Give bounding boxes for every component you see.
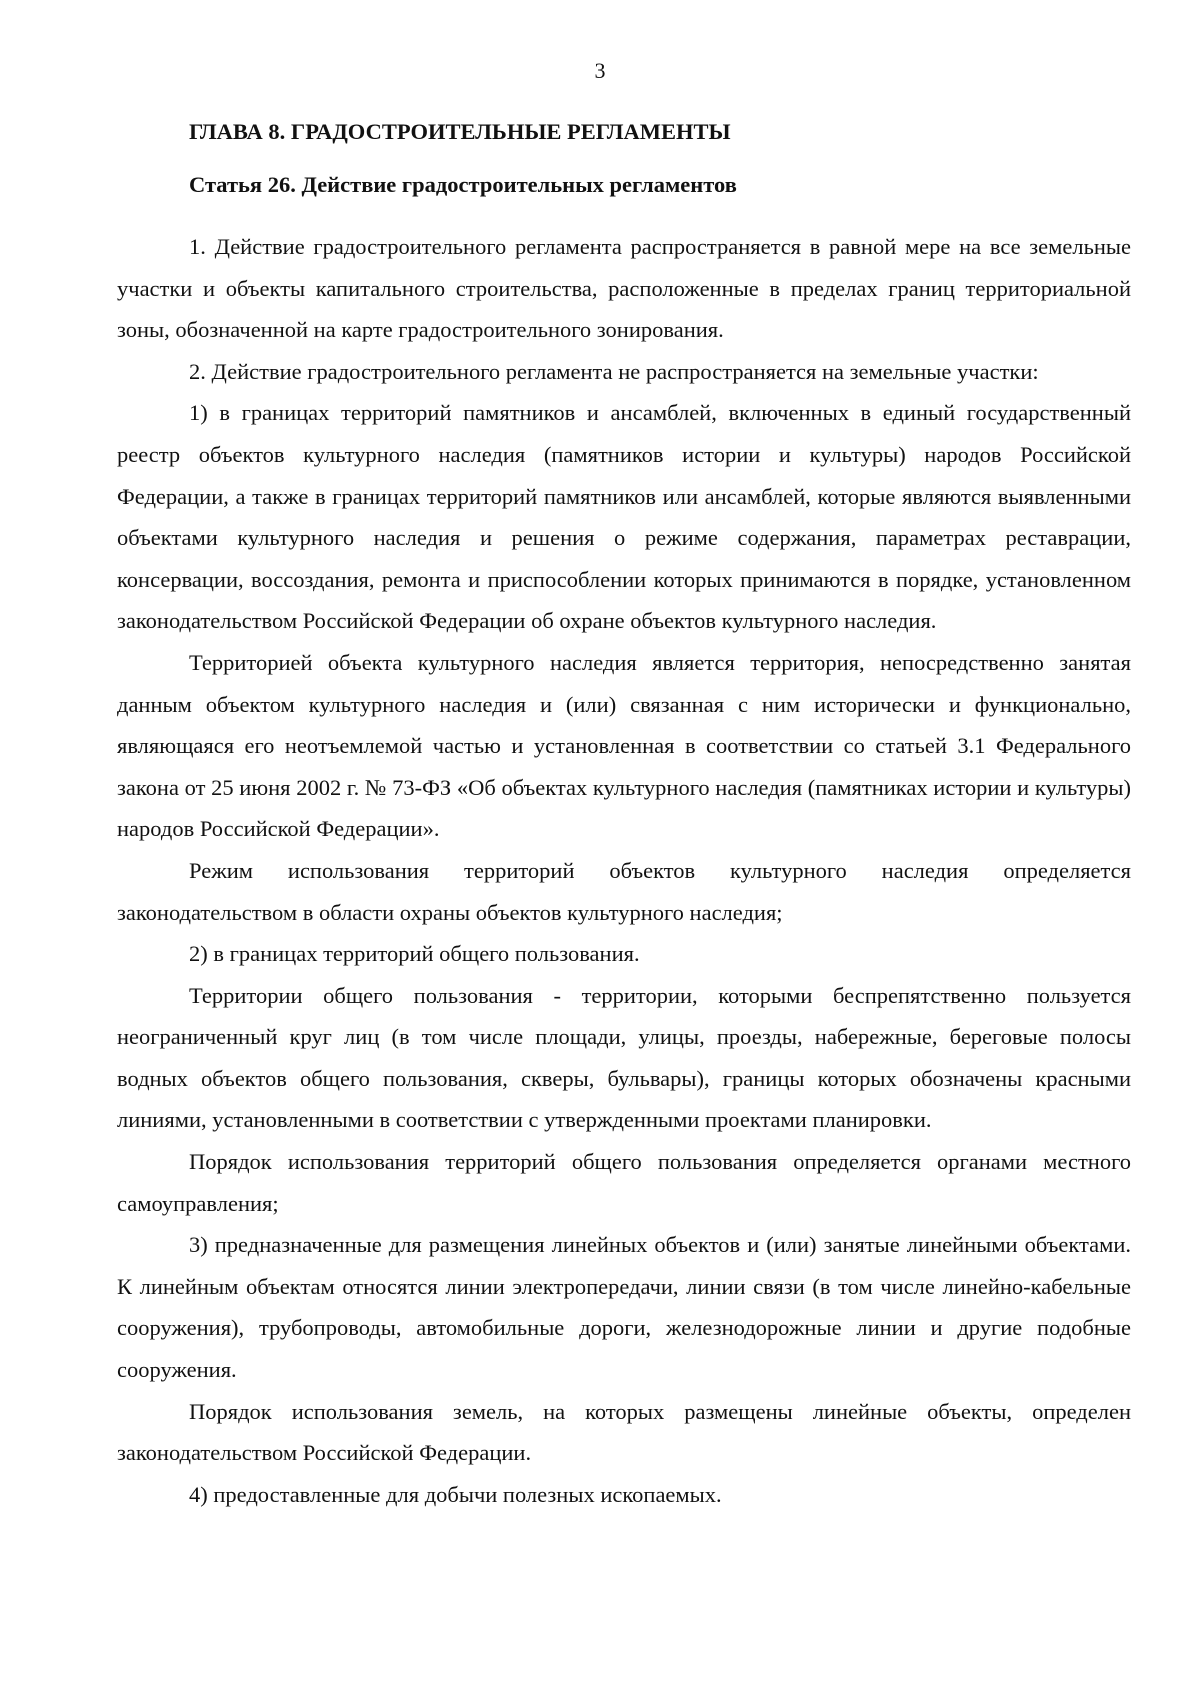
- paragraph: Территорией объекта культурного наследия является территория, непосредственно занятая данным объектом культурного наследия и (или) связанная с ним исторически и функционально, являющаяся его неотъемлемой частью и установленная в соответствии со статьей 3.1 Федерального закона от 25 июня 2002 г. № 73-ФЗ «Об объектах культурного наследия (памятниках истории и культуры) народов Российской Федерации».: [117, 649, 1131, 842]
- paragraph: Порядок использования территорий общего пользования определяется органами местного самоуправления;: [117, 1149, 1131, 1216]
- paragraph: 1. Действие градостроительного регламента распространяется в равной мере на все земельные участки и объекты капитального строительства, расположенные в пределах границ территориальной зоны, обозначенной на карте градостроительного зонирования.: [117, 234, 1131, 343]
- document-content: [117, 116, 1131, 1515]
- paragraph: Территории общего пользования - территории, которыми беспрепятственно пользуется неограниченный круг лиц (в том числе площади, улицы, проезды, набережные, береговые полосы водных объектов общего пользования, скверы, бульвары), границы которых обозначены красными линиями, установленными в соответствии с утвержденными проектами планировки.: [117, 982, 1131, 1133]
- paragraph: 4) предоставленные для добычи полезных ископаемых.: [189, 1481, 722, 1507]
- paragraph: 1) в границах территорий памятников и ансамблей, включенных в единый государственный реестр объектов культурного наследия (памятников истории и культуры) народов Российской Федерации, а также в границах территорий памятников или ансамблей, которые являются выявленными объектами культурного наследия и решения о режиме содержания, параметрах реставрации, консервации, воссоздания, ремонта и приспособлении которых принимаются в порядке, установленном законодательством Российской Федерации об охране объектов культурного наследия.: [117, 400, 1131, 634]
- chapter-title: ГЛАВА 8. ГРАДОСТРОИТЕЛЬНЫЕ РЕГЛАМЕНТЫ: [189, 119, 731, 144]
- article-body: [117, 226, 1131, 1515]
- paragraph: Режим использования территорий объектов культурного наследия определяется законодательством в области охраны объектов культурного наследия;: [117, 857, 1131, 925]
- paragraph: Порядок использования земель, на которых размещены линейные объекты, определен законодательством Российской Федерации.: [117, 1398, 1131, 1466]
- paragraph: 2) в границах территорий общего пользования.: [189, 941, 640, 967]
- page-number: 3: [594, 58, 606, 83]
- article-title: Статья 26. Действие градостроительных регламентов: [189, 172, 737, 197]
- paragraph: 2. Действие градостроительного регламента не распространяется на земельные участки:: [189, 358, 1039, 384]
- paragraph: 3) предназначенные для размещения линейных объектов и (или) занятые линейными объектами. К линейным объектам относятся линии электропередачи, линии связи (в том числе линейно-кабельные сооружения), трубопроводы, автомобильные дороги, железнодорожные линии и другие подобные сооружения.: [117, 1232, 1131, 1383]
